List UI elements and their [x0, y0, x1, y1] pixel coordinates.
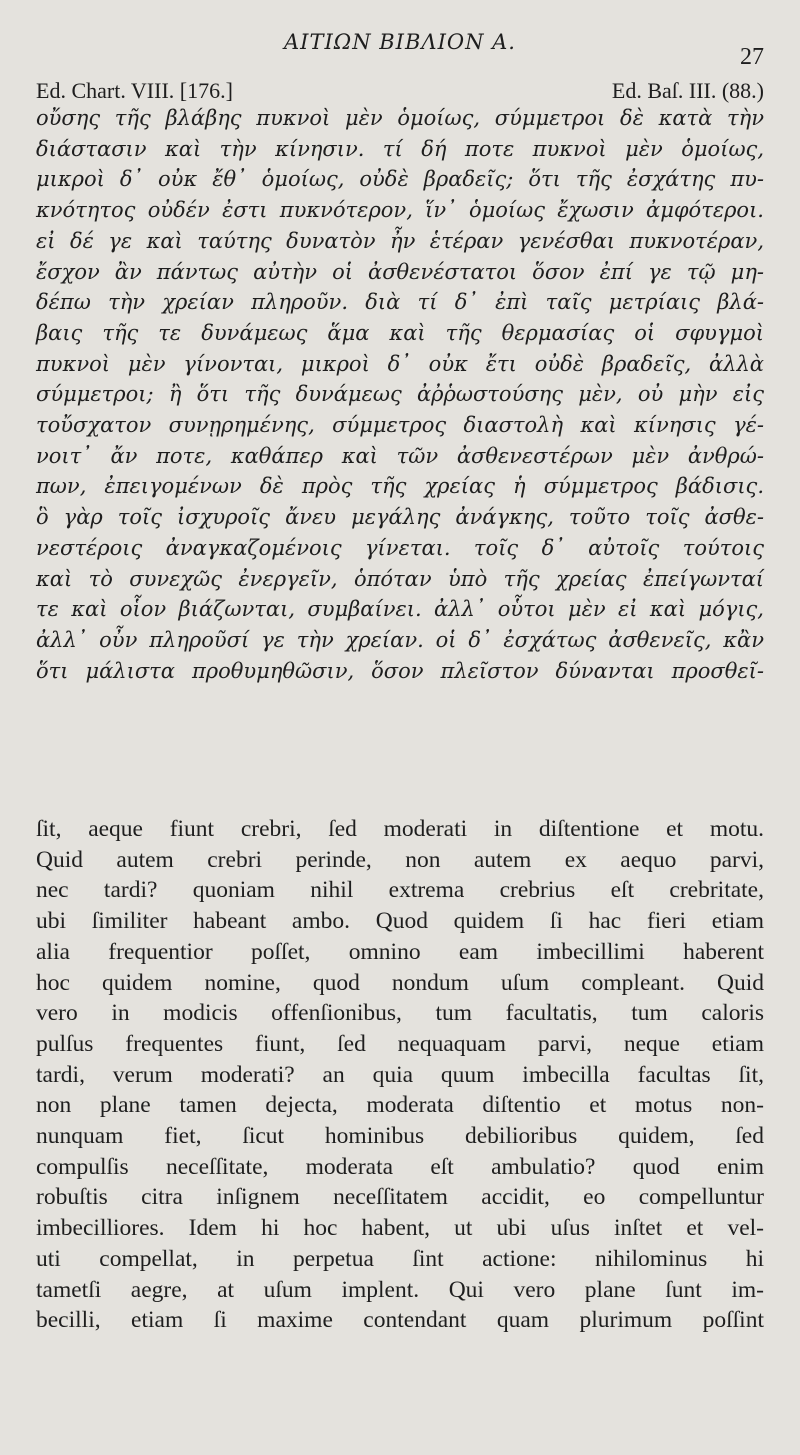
latin-line: nunquam fiet, ſicut hominibus debilioribus quidem, ſed [36, 1123, 764, 1150]
greek-line: εἰ δέ γε καὶ ταύτης δυνατὸν ἦν ἑτέραν γενέσθαι πυκνοτέραν, [36, 228, 764, 253]
greek-line: τε καὶ οἷον βιάζωνται, συμβαίνει. ἀλλ᾿ οὗτοι μὲν εἰ καὶ μόγις, [36, 597, 764, 622]
latin-line: vero in modicis offenſionibus, tum facultatis, tum caloris [36, 1000, 764, 1027]
greek-text-block [36, 103, 764, 686]
latin-line: alia frequentior poſſet, omnino eam imbecillimi haberent [36, 938, 764, 965]
latin-line: pulſus frequentes fiunt, ſed nequaquam parvi, neque etiam [36, 1030, 764, 1057]
page-number: 27 [740, 44, 764, 70]
latin-line: nec tardi? quoniam nihil extrema crebrius eſt crebritate, [36, 877, 764, 904]
latin-line: Quid autem crebri perinde, non autem ex aequo parvi, [36, 846, 764, 873]
latin-text-block [36, 814, 764, 1336]
latin-line: ubi ſimiliter habeant ambo. Quod quidem ſi hac fieri etiam [36, 908, 764, 935]
greek-line: δέπω τὴν χρείαν πληροῦν. διὰ τί δ᾿ ἐπὶ ταῖς μετρίαις βλά- [36, 290, 764, 315]
latin-line: non plane tamen dejecta, moderata diſtentio et motus non- [36, 1092, 764, 1119]
latin-line: robuſtis citra inſignem neceſſitatem accidit, eo compelluntur [36, 1184, 764, 1211]
latin-line: imbecilliores. Idem hi hoc habent, ut ubi uſus inſtet et vel- [36, 1215, 764, 1242]
edition-reference-left: Ed. Chart. VIII. [176.] [36, 78, 233, 103]
greek-line: τοὔσχατον συνῃρημένης, σύμμετρος διαστολὴ καὶ κίνησις γέ- [36, 413, 764, 438]
latin-line: compulſis neceſſitate, moderata eſt ambulatio? quod enim [36, 1153, 764, 1180]
greek-line: βαις τῆς τε δυνάμεως ἅμα καὶ τῆς θερμασίας οἱ σφυγμοὶ [36, 320, 764, 345]
greek-line: πυκνοὶ μὲν γίνονται, μικροὶ δ᾿ οὐκ ἔτι οὐδὲ βραδεῖς, ἀλλὰ [36, 351, 764, 376]
greek-line: διάστασιν καὶ τὴν κίνησιν. τί δή ποτε πυκνοὶ μὲν ὁμοίως, [36, 136, 764, 161]
latin-line: uti compellat, in perpetua ſint actione: nihilominus hi [36, 1245, 764, 1272]
latin-line: hoc quidem nomine, quod nondum uſum compleant. Quid [36, 969, 764, 996]
greek-line: ὅτι μάλιστα προθυμηθῶσιν, ὅσον πλεῖστον δύνανται προσθεῖ- [36, 658, 764, 683]
latin-line: tardi, verum moderati? an quia quum imbecilla facultas ſit, [36, 1061, 764, 1088]
greek-line: μικροὶ δ᾿ οὐκ ἔθ᾿ ὁμοίως, οὐδὲ βραδεῖς; ὅτι τῆς ἐσχάτης πυ- [36, 167, 764, 192]
greek-line: ὃ γὰρ τοῖς ἰσχυροῖς ἄνευ μεγάλης ἀνάγκης, τοῦτο τοῖς ἀσθε- [36, 505, 764, 530]
greek-line: κνότητος οὐδέν ἐστι πυκνότερον, ἵν᾿ ὁμοίως ἔχωσιν ἀμφότεροι. [36, 198, 764, 223]
latin-line: becilli, etiam ſi maxime contendant quam plurimum poſſint [36, 1307, 764, 1334]
greek-line: σύμμετροι; ἢ ὅτι τῆς δυνάμεως ἀῤῥωστούσης μὲν, οὐ μὴν εἰς [36, 382, 764, 407]
greek-line: ἀλλ᾿ οὖν πληροῦσί γε τὴν χρείαν. οἱ δ᾿ ἐσχάτως ἀσθενεῖς, κἂν [36, 627, 764, 652]
greek-line: νοιτ᾿ ἄν ποτε, καθάπερ καὶ τῶν ἀσθενεστέρων μὲν ἀνθρώ- [36, 443, 764, 468]
greek-line: οὔσης τῆς βλάβης πυκνοὶ μὲν ὁμοίως, σύμμετροι δὲ κατὰ τὴν [36, 106, 764, 130]
greek-line: πων, ἐπειγομένων δὲ πρὸς τῆς χρείας ἡ σύμμετρος βάδισις. [36, 474, 764, 499]
greek-line: ἔσχον ἂν πάντως αὐτὴν οἱ ἀσθενέστατοι ὅσον ἐπί γε τῷ μη- [36, 259, 764, 284]
edition-reference-right: Ed. Baſ. III. (88.) [611, 78, 764, 103]
running-title: ΑΙΤΙΩΝ ΒΙΒΛΙΟΝ Α. [284, 30, 516, 54]
greek-line: καὶ τὸ συνεχῶς ἐνεργεῖν, ὁπόταν ὑπὸ τῆς χρείας ἐπείγωνταί [36, 566, 764, 591]
latin-line: ſit, aeque fiunt crebri, ſed moderati in diſtentione et motu. [36, 816, 764, 842]
greek-line: νεστέροις ἀναγκαζομένοις γίνεται. τοῖς δ᾿ αὐτοῖς τούτοις [36, 535, 764, 560]
latin-line: tametſi aegre, at uſum implent. Qui vero plane ſunt im- [36, 1276, 764, 1303]
